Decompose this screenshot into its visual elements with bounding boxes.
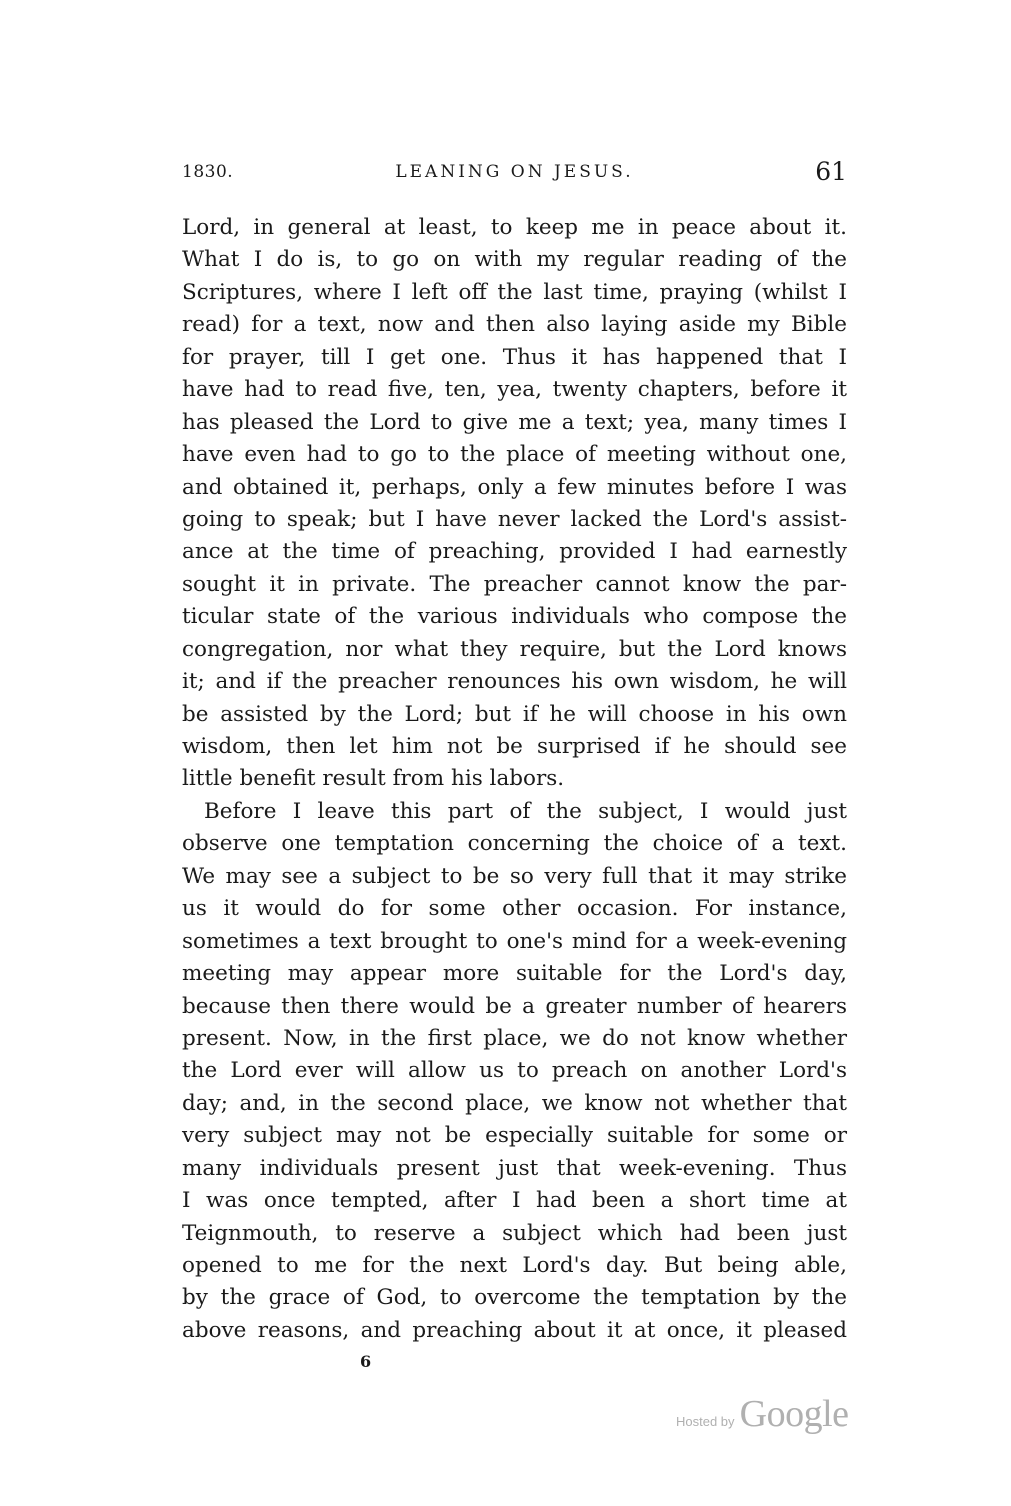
google-watermark [676,1392,849,1435]
text-line: for prayer, till I get one. Thus it has happened that I [182,344,847,370]
text-line: the Lord ever will allow us to preach on another Lord's [182,1058,847,1084]
text-line: be assisted by the Lord; but if he will choose in his own [182,701,847,727]
text-line: has pleased the Lord to give me a text; yea, many times I [182,409,847,435]
text-line: opened to me for the next Lord's day. But being able, [182,1253,847,1278]
running-header [182,150,847,190]
text-line: by the grace of God, to overcome the temptation by the [182,1285,847,1311]
text-line: us it would do for some other occasion. For instance, [182,896,847,922]
google-logo: Google [739,1393,849,1435]
text-line: congregation, nor what they require, but the Lord knows [182,636,847,662]
text-line: sometimes a text brought to one's mind for a week-evening [182,928,847,954]
hosted-by-label: Hosted by [676,1414,735,1429]
text-line: many individuals present just that week-evening. Thus [182,1155,847,1181]
text-line: day; and, in the second place, we know not whether that [182,1090,847,1116]
text-line: it; and if the preacher renounces his own wisdom, he will [182,669,847,695]
header-title: LEANING ON JESUS. [395,162,634,182]
header-year: 1830. [182,162,234,182]
text-line: Teignmouth, to reserve a subject which had been just [182,1220,847,1246]
text-line: read) for a text, now and then also laying aside my Bible [182,312,847,338]
text-line: I was once tempted, after I had been a short time at [182,1188,847,1214]
text-line: wisdom, then let him not be surprised if he should see [182,734,847,759]
text-line: very subject may not be especially suitable for some or [182,1123,847,1149]
text-line: have had to read five, ten, yea, twenty chapters, before it [182,377,847,403]
text-line: present. Now, in the first place, we do not know whether [182,1025,847,1051]
text-line: going to speak; but I have never lacked the Lord's assist- [182,506,847,532]
paragraph-end-line: little benefit result from his labors. [182,766,565,792]
text-line: sought it in private. The preacher cannot know the par- [182,571,847,597]
text-line: above reasons, and preaching about it at once, it pleased [182,1317,847,1343]
text-line: observe one temptation concerning the choice of a text. [182,831,847,857]
text-line: meeting may appear more suitable for the Lord's day, [182,961,847,987]
text-line: ticular state of the various individuals who compose the [182,604,847,630]
text-line: What I do is, to go on with my regular reading of the [182,247,847,273]
body-text [182,212,847,1347]
signature-mark: 6 [360,1352,372,1371]
paragraph-start-line: Before I leave this part of the subject, I would just [204,798,847,824]
text-line: ance at the time of preaching, provided I had earnestly [182,539,847,565]
text-line: We may see a subject to be so very full that it may strike [182,863,847,889]
text-line: and obtained it, perhaps, only a few minutes before I was [182,474,847,500]
page-number: 61 [815,157,847,186]
text-line: Scriptures, where I left off the last time, praying (whilst I [182,279,847,305]
text-line: because then there would be a greater number of hearers [182,993,847,1019]
text-line: have even had to go to the place of meeting without one, [182,442,847,468]
text-line: Lord, in general at least, to keep me in peace about it. [182,215,847,240]
